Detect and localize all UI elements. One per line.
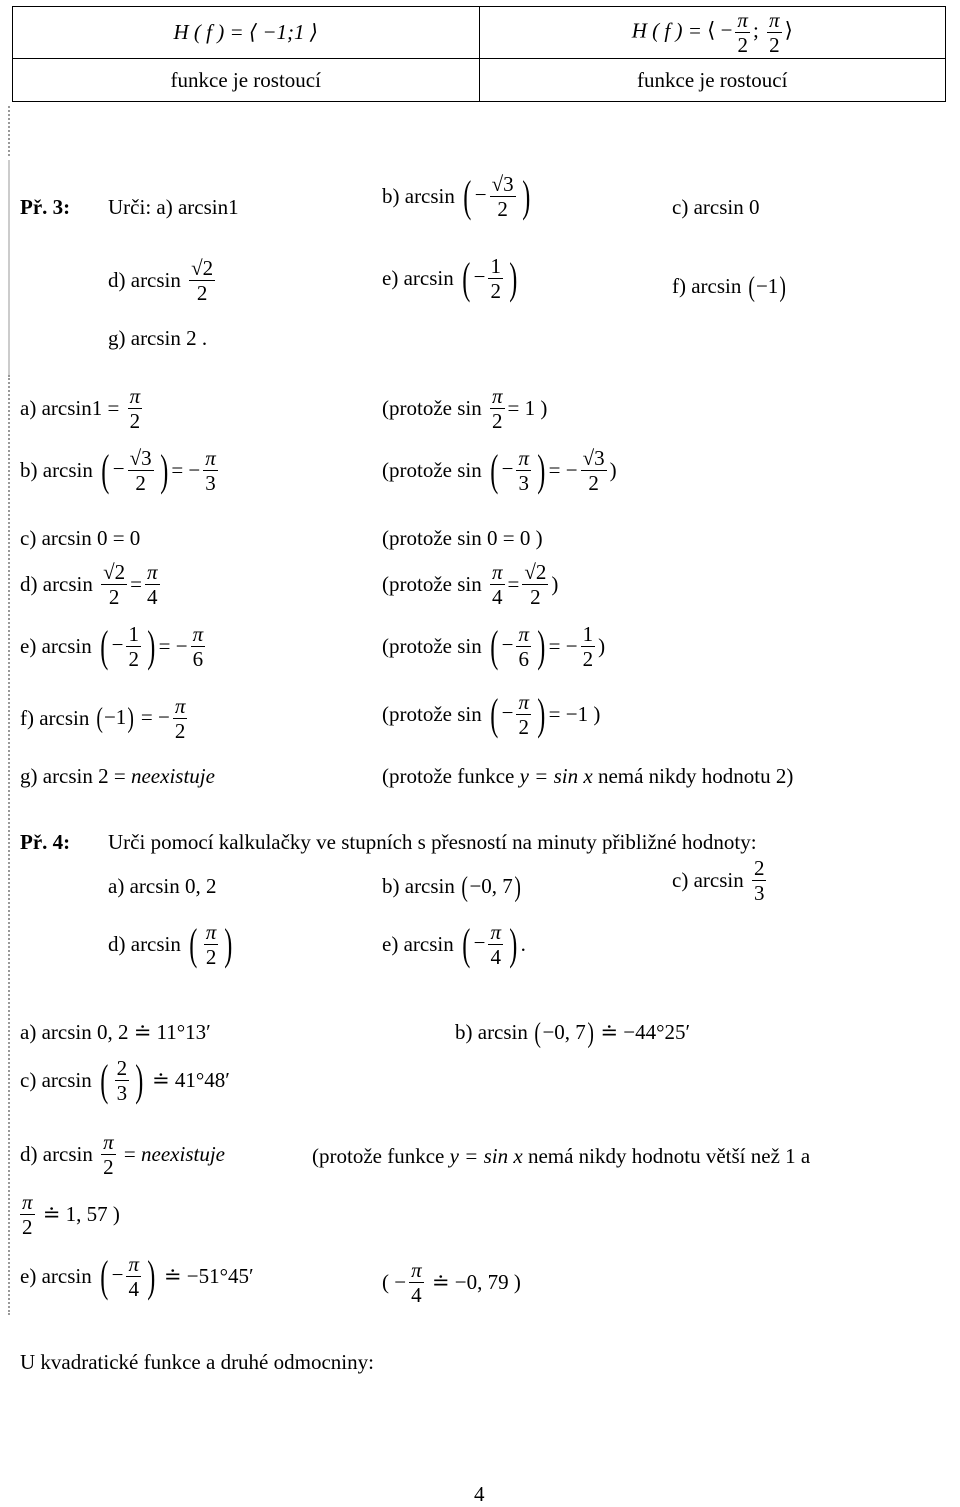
ex3-e: e) arcsin ( − $\frac{1}{2}$ ) [382, 253, 518, 304]
sol4-e-label: e) arcsin [20, 1264, 92, 1289]
sol3-d-left: d) arcsin [20, 572, 93, 597]
section-heading: U kvadratické funkce a druhé odmocniny: [20, 1350, 374, 1374]
ex3-d-label: d) arcsin [108, 268, 181, 293]
sol3-c: c) arcsin 0 = 0 [20, 526, 141, 550]
sol3-f-right: (protože sin [382, 702, 482, 727]
sol4-d-eq: = [123, 1142, 136, 1167]
sol3-g [20, 764, 215, 789]
sol3-c-note: (protože sin 0 = 0 ) [382, 526, 543, 550]
ex3-f-label: f) arcsin [672, 274, 742, 298]
ex3-e-label: e) arcsin [382, 266, 454, 291]
sol3-b-right: (protože sin [382, 458, 482, 483]
sol4-b-arg: −0, 7 [542, 1020, 586, 1044]
left-range-cell [13, 7, 480, 59]
sol3-a: a) arcsin1 = $\frac{\pi}{2}$ [20, 384, 141, 434]
left-caption: funkce je rostoucí [13, 59, 480, 102]
sol3-b-note: (protože sin ( − $\frac{\pi}{3}$ ) = − $\frac{√3}{2}$ ) [382, 445, 617, 496]
ex4-e: e) arcsin ( − $\frac{\pi}{4}$ ) . [382, 919, 526, 970]
page-number: 4 [474, 1482, 485, 1506]
sol3-b-left: b) arcsin [20, 458, 93, 483]
ex3-label: Př. 3: [20, 195, 71, 219]
range-table [12, 6, 946, 102]
right-range-cell [479, 7, 946, 59]
sol4-e-val: ≐ −51°45′ [163, 1264, 254, 1289]
sol3-g-func: y = sin x [519, 764, 593, 788]
sol4-d-note [312, 1144, 810, 1169]
ex4-e-label: e) arcsin [382, 932, 454, 957]
sol3-e-right: (protože sin [382, 634, 482, 659]
ex3-b-label: b) arcsin [382, 184, 455, 209]
sol4-e: e) arcsin ( − $\frac{\pi}{4}$ ) ≐ −51°45′ [20, 1251, 254, 1302]
sol4-c: c) arcsin ( $\frac{2}{3}$ ) ≐ 41°48′ [20, 1055, 230, 1106]
sol3-g-note [382, 764, 793, 789]
ex4-a: a) arcsin 0, 2 [108, 874, 217, 898]
margin-bar [8, 160, 10, 375]
left-range-formula: H ( f ) = ⟨ −1;1 ⟩ [173, 20, 318, 45]
sol3-a-note: (protože sin $\frac{\pi}{2}$ = 1 ) [382, 384, 548, 434]
ex4-c-label: c) arcsin [672, 868, 744, 893]
sol4-d-func: y = sin x [449, 1144, 523, 1168]
sol3-g-tail: nemá nikdy hodnotu 2) [597, 764, 794, 788]
sol3-a-left: a) arcsin1 = [20, 396, 120, 421]
sol3-d-note: (protože sin $\frac{\pi}{4}$ = $\frac{√2}{2}$ ) [382, 560, 559, 610]
ex4-intro: Urči pomocí kalkulačky ve stupních s přesností na minuty přibližné hodnoty: [108, 830, 757, 854]
ex4-b-arg: −0, 7 [469, 874, 513, 898]
sol4-e-note: ( − $\frac{\pi}{4}$ ≐ −0, 79 ) [382, 1258, 521, 1308]
ex4-d-label: d) arcsin [108, 932, 181, 957]
sol4-d-cont-text: ≐ 1, 57 ) [42, 1202, 120, 1227]
ex3-b: b) arcsin ( − $\frac{√3}{2}$ ) [382, 171, 531, 222]
sol3-e: e) arcsin ( − $\frac{1}{2}$ ) = − $\frac{\pi}{6}$ [20, 621, 204, 672]
ex3-d: d) arcsin $\frac{√2}{2}$ [108, 256, 214, 306]
sol3-d-right: (protože sin [382, 572, 482, 597]
sol3-f: f) arcsin (−1) = − $\frac{\pi}{2}$ [20, 694, 186, 744]
margin-dotted-line [8, 106, 10, 156]
sol4-d-label: d) arcsin [20, 1142, 93, 1167]
sol3-f-left: f) arcsin [20, 706, 90, 731]
sol3-f-note: (protože sin ( − $\frac{\pi}{2}$ ) = −1 ) [382, 689, 601, 740]
sol4-a: a) arcsin 0, 2 ≐ 11°13′ [20, 1020, 211, 1044]
ex4-label: Př. 4: [20, 830, 71, 854]
right-range-prefix: H ( f ) = [631, 18, 708, 43]
sol3-b: b) arcsin ( − $\frac{√3}{2}$ ) = − $\frac{\pi}{3}$ [20, 445, 216, 496]
sol4-d-cont: $\frac{\pi}{2}$ ≐ 1, 57 ) [22, 1190, 120, 1240]
sol4-d-note-text: (protože funkce [312, 1144, 445, 1168]
ex3-intro: Urči: a) arcsin1 [108, 195, 239, 219]
ex4-b: b) arcsin (−0, 7) [382, 872, 521, 904]
right-range-interval: ⟨ − $\frac{\pi}{2}$ ; $\frac{\pi}{2}$ ⟩ [707, 8, 793, 58]
sol3-g-right: (protože funkce [382, 764, 515, 788]
sol4-d-neex: neexistuje [141, 1142, 225, 1167]
sol3-a-right: (protože sin [382, 396, 482, 421]
sol4-b: b) arcsin (−0, 7) ≐ −44°25′ [455, 1018, 691, 1050]
sol4-b-label: b) arcsin [455, 1020, 528, 1044]
sol3-g-left: g) arcsin 2 = [20, 764, 126, 788]
ex4-c: c) arcsin $\frac{2}{3}$ [672, 856, 765, 906]
sol4-d: d) arcsin $\frac{\pi}{2}$ = neexistuje [20, 1130, 225, 1180]
ex3-g: g) arcsin 2 . [108, 326, 208, 350]
ex4-d: d) arcsin ( $\frac{\pi}{2}$ ) [108, 919, 233, 970]
sol4-e-note-open: ( [382, 1270, 389, 1295]
sol3-e-note: (protože sin ( − $\frac{\pi}{6}$ ) = − $\frac{1}{2}$ ) [382, 621, 606, 672]
sol4-b-val: ≐ −44°25′ [600, 1020, 691, 1044]
right-caption: funkce je rostoucí [479, 59, 946, 102]
sol3-e-left: e) arcsin [20, 634, 92, 659]
ex4-b-label: b) arcsin [382, 874, 455, 898]
sol4-c-val: ≐ 41°48′ [152, 1068, 230, 1093]
sol4-c-label: c) arcsin [20, 1068, 92, 1093]
sol4-e-note-val: ≐ −0, 79 ) [431, 1270, 521, 1295]
sol3-d: d) arcsin $\frac{√2}{2}$ = $\frac{\pi}{4}$ [20, 560, 158, 610]
ex3-f: f) arcsin (−1) [672, 272, 787, 304]
sol4-d-tail: nemá nikdy hodnotu větší než 1 a [527, 1144, 811, 1168]
ex3-c: c) arcsin 0 [672, 195, 760, 219]
margin-dotted-line [8, 375, 10, 1315]
sol3-g-neex: neexistuje [130, 764, 215, 788]
